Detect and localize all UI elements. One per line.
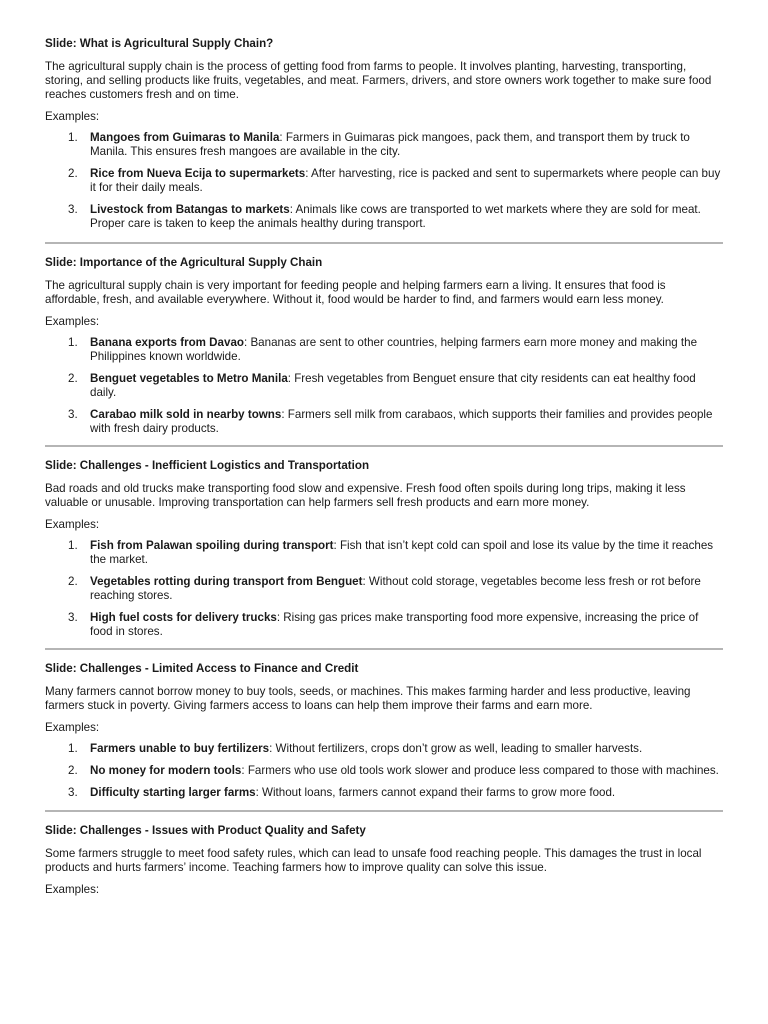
example-item — [45, 372, 723, 400]
example-text: : Farmers sell milk from carabaos, which supports their families and provides people with fresh dairy products. — [90, 408, 713, 435]
example-number: 3. — [68, 611, 78, 624]
example-number: 1. — [68, 131, 78, 144]
section-divider — [45, 810, 723, 812]
slide-title: Slide: Importance of the Agricultural Supply Chain — [45, 256, 323, 269]
example-item — [45, 539, 723, 567]
slide-paragraph: Some farmers struggle to meet food safety rules, which can lead to unsafe food reaching people. This damages the trust in local products and hurts farmers’ income. Teaching farmers how to improve quality can solve this issue. — [45, 847, 702, 874]
example-number: 1. — [68, 336, 78, 349]
example-item — [45, 575, 723, 603]
example-title: Benguet vegetables to Metro Manila — [90, 372, 288, 385]
example-title: High fuel costs for delivery trucks — [90, 611, 277, 624]
example-title: Fish from Palawan spoiling during transport — [90, 539, 334, 552]
example-text: : After harvesting, rice is packed and sent to supermarkets where people can buy it for their daily meals. — [90, 167, 721, 194]
section-divider — [45, 445, 723, 447]
example-number: 1. — [68, 539, 78, 552]
example-title: Difficulty starting larger farms — [90, 786, 256, 799]
example-item — [45, 203, 723, 231]
slide-title: Slide: Challenges - Inefficient Logistics and Transportation — [45, 459, 370, 472]
slide-section-1 — [45, 0, 723, 231]
example-text: : Bananas are sent to other countries, helping farmers earn more money and making the Philippines known worldwide. — [90, 336, 698, 363]
example-title: Banana exports from Davao — [90, 336, 244, 349]
example-item — [45, 336, 723, 364]
example-item — [45, 167, 723, 195]
examples-list — [45, 539, 723, 639]
example-title: Livestock from Batangas to markets — [90, 203, 290, 216]
example-item — [45, 611, 723, 639]
example-number: 2. — [68, 372, 78, 385]
example-text: : Animals like cows are transported to wet markets where they are sold for meat. Proper care is taken to keep the animals healthy during transport. — [90, 203, 701, 230]
example-number: 3. — [68, 786, 78, 799]
examples-label: Examples: — [45, 518, 100, 531]
example-text: : Fish that isn’t kept cold can spoil and lose its value by the time it reaches the market. — [90, 539, 714, 566]
example-item — [45, 742, 723, 756]
example-number: 2. — [68, 167, 78, 180]
example-item — [45, 131, 723, 159]
examples-label: Examples: — [45, 721, 100, 734]
slide-section-5 — [45, 824, 723, 897]
section-divider — [45, 242, 723, 244]
slide-paragraph: Bad roads and old trucks make transporting food slow and expensive. Fresh food often spoils during long trips, making it less valuable or unusable. Improving transportation can help farmers sell fresh products and earn more money. — [45, 482, 686, 509]
example-text: : Without cold storage, vegetables become less fresh or rot before reaching stores. — [90, 575, 701, 602]
example-number: 1. — [68, 742, 78, 755]
examples-list — [45, 131, 723, 231]
slide-paragraph: Many farmers cannot borrow money to buy tools, seeds, or machines. This makes farming harder and less productive, leaving farmers stuck in poverty. Giving farmers access to loans can help them improve their farms and earn more. — [45, 685, 691, 712]
example-item — [45, 764, 723, 778]
slide-section-3 — [45, 459, 723, 639]
section-divider — [45, 648, 723, 650]
example-text: : Fresh vegetables from Benguet ensure that city residents can eat healthy food daily. — [90, 372, 696, 399]
example-text: : Without loans, farmers cannot expand their farms to grow more food. — [255, 786, 616, 799]
example-number: 3. — [68, 203, 78, 216]
example-number: 3. — [68, 408, 78, 421]
slide-section-4 — [45, 662, 723, 800]
example-text: : Farmers in Guimaras pick mangoes, pack them, and transport them by truck to Manila. This ensures fresh mangoes are available in the city. — [90, 131, 690, 158]
example-item — [45, 408, 723, 436]
example-title: Mangoes from Guimaras to Manila — [90, 131, 280, 144]
examples-list — [45, 336, 723, 436]
example-text: : Without fertilizers, crops don’t grow as well, leading to smaller harvests. — [269, 742, 643, 755]
example-title: Farmers unable to buy fertilizers — [90, 742, 270, 755]
examples-label: Examples: — [45, 110, 100, 123]
slide-title: Slide: What is Agricultural Supply Chain? — [45, 37, 274, 50]
slide-paragraph: The agricultural supply chain is very important for feeding people and helping farmers earn a living. It ensures that food is affordable, fresh, and available everywhere. Without it, food would be harder to find, and farmers would earn less money. — [45, 279, 666, 306]
example-text: : Rising gas prices make transporting food more expensive, increasing the price of food in stores. — [90, 611, 699, 638]
example-title: Rice from Nueva Ecija to supermarkets — [90, 167, 306, 180]
slide-title: Slide: Challenges - Issues with Product Quality and Safety — [45, 824, 366, 837]
example-text: : Farmers who use old tools work slower and produce less compared to those with machines. — [241, 764, 719, 777]
slide-paragraph: The agricultural supply chain is the process of getting food from farms to people. It involves planting, harvesting, transporting, storing, and selling products like fruits, vegetables, and meat. Farmers, drivers, and store owners work together to make sure food reaches customers fresh and on time. — [45, 60, 712, 101]
example-title: No money for modern tools — [90, 764, 242, 777]
example-title: Carabao milk sold in nearby towns — [90, 408, 282, 421]
examples-list — [45, 742, 723, 800]
example-item — [45, 786, 723, 800]
example-title: Vegetables rotting during transport from Benguet — [90, 575, 363, 588]
examples-label: Examples: — [45, 315, 100, 328]
examples-label: Examples: — [45, 883, 100, 896]
slide-title: Slide: Challenges - Limited Access to Finance and Credit — [45, 662, 359, 675]
slide-section-2 — [45, 256, 723, 436]
example-number: 2. — [68, 575, 78, 588]
example-number: 2. — [68, 764, 78, 777]
